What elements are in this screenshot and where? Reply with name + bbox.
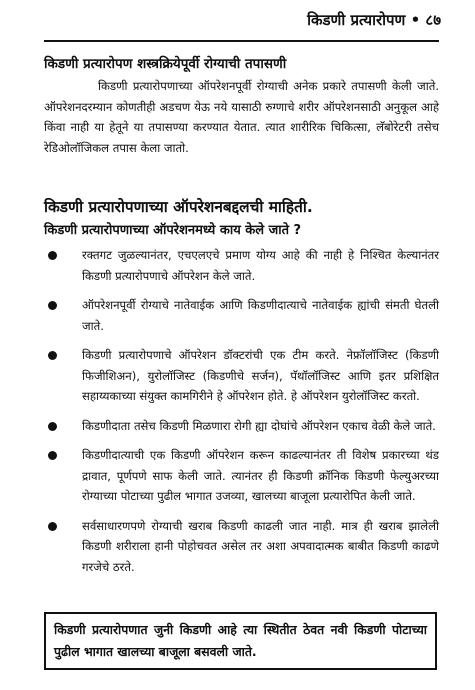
bullet-icon [48,251,57,260]
bullet-icon [48,351,57,360]
list-item [44,295,439,336]
list-item [44,345,439,407]
bullet-text: ऑपरेशनपूर्वी रोग्याचे नातेवाईक आणि किडणीदात्याचे नातेवाईक ह्यांची संमती घेतली जाते. [82,298,439,333]
running-head: किडणी प्रत्यारोपण • ८७ [307,11,441,29]
bullet-text: किडणी प्रत्यारोपणाचे ऑपरेशन डॉक्टरांची एक टीम करते. नेफ्रॉलॉजिस्ट (किडणी फिजीशिअन), युरोलॉजिस्ट (किडणीचे सर्जन), पॅथॉलॉजिस्ट आणि इतर प्रशिक्षित सहाय्यकाच्या संयुक्त कामगिरीने हे ऑपरेशन होते. हे ऑपरेशन युरोलॉजिस्ट करतो. [82,348,439,403]
bullet-icon [48,522,57,531]
bullet-text: किडणीदाता तसेच किडणी मिळणारा रोगी ह्या दोघांचे ऑपरेशन एकाच वेळी केले जाते. [82,418,436,433]
summary-note-box: किडणी प्रत्यारोपणात जुनी किडणी आहे त्या स्थितीत ठेवत नवी किडणी पोटाच्या पुढील भागात खालच्या बाजूला बसवली जाते. [44,612,437,670]
list-item [44,516,439,578]
list-item [44,416,439,437]
bullet-text: किडणीदात्याची एक किडणी ऑपरेशन करून काढल्यानंतर ती विशेष प्रकारच्या थंड द्रावात, पूर्णपणे साफ केली जाते. त्यानंतर ही किडणी क्रॉनिक किडणी फेल्युअरच्या रोग्याच्या पोटाच्या पुढील भागात उजव्या, खालच्या बाजूला प्रत्यारोपित केली जाते. [82,448,439,503]
bullet-list [44,245,439,586]
bullet-icon [48,451,57,460]
header-rule [44,40,439,42]
bullet-text: सर्वसाधारणपणे रोग्याची खराब किडणी काढली जात नाही. मात्र ही खराब झालेली किडणी शरीराला हानी पोहोचवत असेल तर अशा अपवादात्मक बाबीत किडणी काढणे गरजेचे ठरते. [82,518,439,574]
intro-paragraph: किडणी प्रत्यारोपणाच्या ऑपरेशनपूर्वी रोग्याची अनेक प्रकारे तपासणी केली जाते. ऑपरेशनदरम्यान कोणतीही अडचण येऊ नये यासाठी रुग्णाचे शरीर ऑपरेशनसाठी अनुकूल आहे किंवा नाही या हेतूने या तपासण्या करण्यात येतात. त्यात शारीरिक चिकित्सा, लॅबोरेटरी तसेच रेडिओलॉजिकल तपास केला जातो. [44,79,439,155]
subtitle: किडणी प्रत्यारोपणाच्या ऑपरेशनमध्ये काय केले जाते ? [44,223,302,238]
section-heading: किडणी प्रत्यारोपण शस्त्रक्रियेपूर्वी रोग्याची तपासणी [44,56,287,72]
list-item [44,245,439,286]
bullet-icon [48,422,57,431]
bullet-icon [48,301,57,310]
main-title: किडणी प्रत्यारोपणाच्या ऑपरेशनबद्दलची माहिती. [44,198,313,216]
bullet-text: रक्तगट जुळल्यानंतर, एचएलएचे प्रमाण योग्य आहे की नाही हे निश्चित केल्यानंतर किडणी प्रत्यारोपणाचे ऑपरेशन केले जाते. [82,248,439,283]
list-item [44,445,439,507]
